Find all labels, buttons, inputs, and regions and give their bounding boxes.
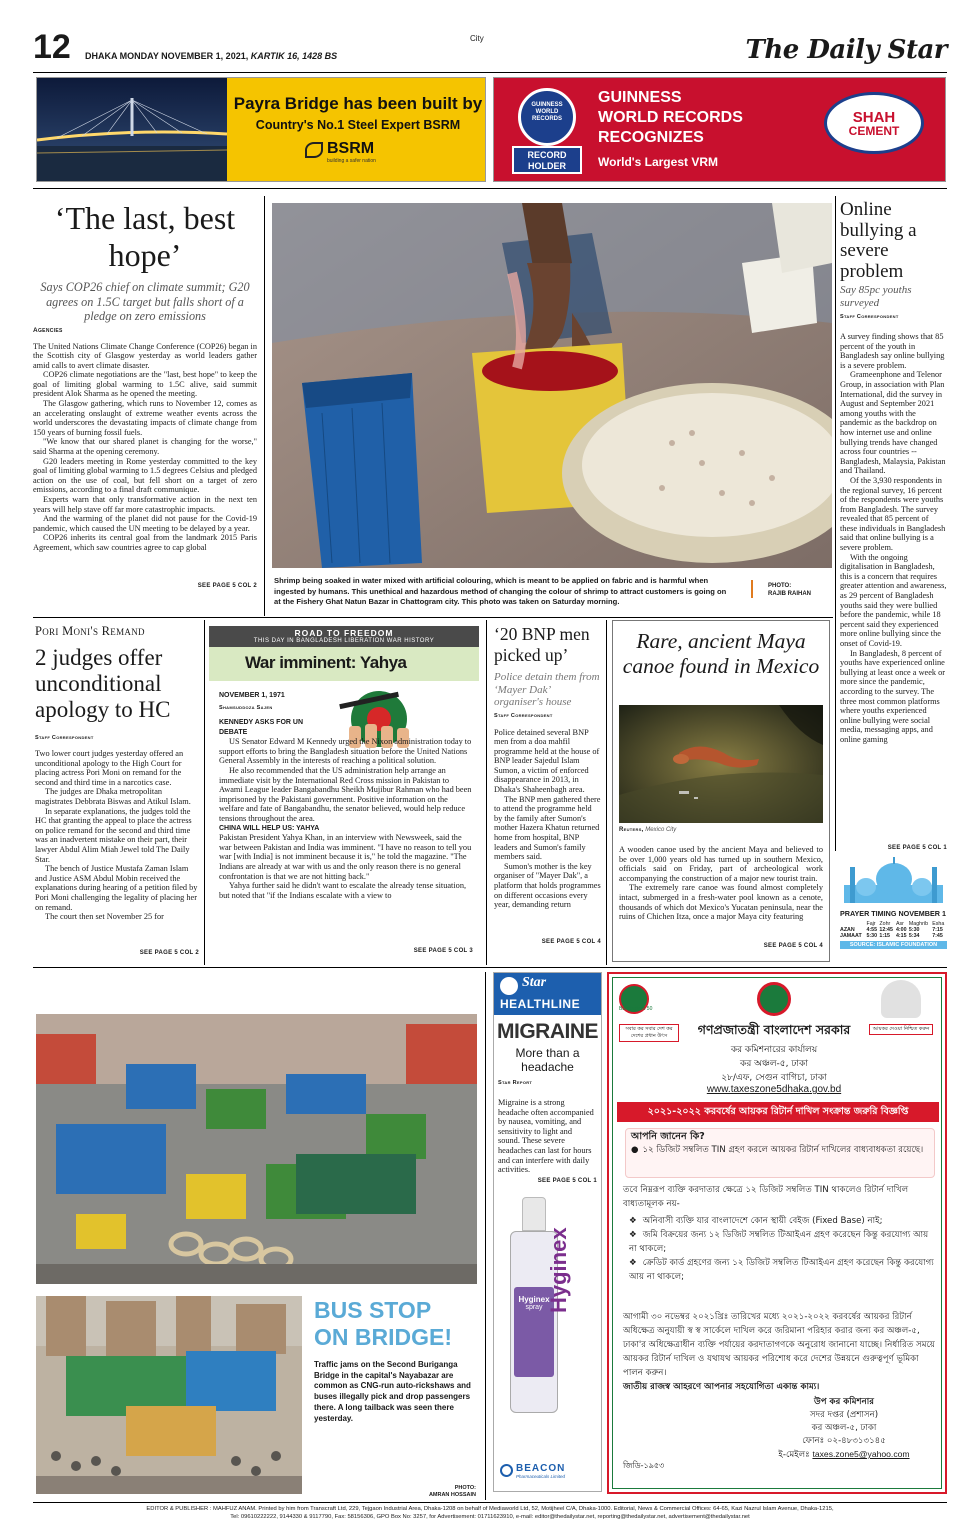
shah-line4: World's Largest VRM <box>598 155 718 169</box>
cop26-headline: ‘The last, best hope’ <box>54 200 236 273</box>
shrimp-caption: Shrimp being soaked in water mixed with artificial colouring, which is meant to be applied on fabric and is harmful when ingested by humans. This unethical and hazardous method of changing the colour of shrimp to attract customers is going on at the Fishery Ghat Natun Bazar in Chattogram city. This photo was taken on Saturday morning. <box>274 576 727 606</box>
bsrm-logo-icon <box>305 142 323 158</box>
prayer-cell: JAMAAT <box>840 933 862 939</box>
healthline-label: HEALTHLINE <box>500 997 581 1011</box>
dateline <box>85 51 337 61</box>
prayer-cell: AZAN <box>840 927 855 933</box>
shah-brand2: CEMENT <box>848 124 900 138</box>
cop26-article <box>33 196 257 616</box>
healthline-continued[interactable]: SEE PAGE 5 COL 1 <box>537 1178 597 1184</box>
imprint-line2: Tel: 09610222222, 9144330 & 9117790, Fax: 58156306, GPO Box No: 3257, for Advertisement: 01711623910, e-mail: editor@thedailystar.net, reporting@thedailystar.net, advertisement@thedailystar.net <box>230 1514 750 1520</box>
cop26-paragraph: The Glasgow gathering, which runs to November 12, comes as an accelerating onslaught of extreme weather events across the world underscores the devastating impacts of climate change from 150 years of burning fossil fuels. <box>33 399 257 437</box>
prayer-title: PRAYER TIMING NOVEMBER 1 <box>840 909 946 918</box>
bnp-headline: ‘20 BNP men picked up’ <box>494 624 590 665</box>
pori-moni-byline: Staff Correspondent <box>35 735 94 741</box>
rtf-body <box>219 718 473 946</box>
pori-moni-body <box>35 749 199 950</box>
prayer-source: SOURCE: ISLAMIC FOUNDATION <box>840 941 947 949</box>
notice-para2: আগামী ৩০ নভেম্বর ২০২১খ্রিঃ তারিখের মধ্যে ২০২১-২০২২ করবর্ষের আয়কর রিটার্ন অধিক্ষেত্র অনুযায়ী স্ব স্ব সার্কেলে দাখিল করে জরিমানা পরিহার করার জন্য কর অঞ্চল-৫, ঢাকা'র অধিক্ষেত্রাধীন ব্যক্তি পর্যায়ের করদাতাগণকে অনুরোধ জানানো যাচ্ছে। নির্ধারিত সময়ে আয়কর রিটার্ন দাখিল ও যথাযথ আয়কর পরিশোধ করে দেশের উন্নয়নে গুরুত্বপূর্ণ ভূমিকা পালন করুন। <box>623 1312 935 1378</box>
prayer-header-cell: Esha <box>932 921 945 927</box>
prayer-cell: 1:15 <box>879 933 890 939</box>
ads-rule <box>33 188 947 189</box>
bottle-cap <box>522 1197 546 1231</box>
pori-moni-paragraph: The judges are Dhaka metropolitan magistrates Debbrata Biswas and Atikul Islam. <box>35 787 191 806</box>
pori-moni-continued[interactable]: SEE PAGE 5 COL 2 <box>139 950 199 956</box>
bsrm-brand-tag: building a safer nation <box>327 158 376 164</box>
bsrm-headline: Payra Bridge has been built by <box>233 94 483 113</box>
bullying-paragraph: In Bangladesh, 8 percent of youths have experienced online bullying at least once a week or more since the pandemic, according to the survey. The three most common platforms where youths experienced online bullying were social media, messaging apps, and online gaming <box>840 648 946 744</box>
rtf-byline: Shamsuddoza Sajen <box>219 705 273 711</box>
notice-list-item <box>629 1214 935 1228</box>
shah-line3: RECOGNIZES <box>598 129 704 146</box>
prayer-cell: 12:45 <box>879 927 893 933</box>
shah-line1: GUINNESS <box>598 89 682 106</box>
maya-paragraph: The extremely rare canoe was found almost completely intact, submerged in a fresh-water pool known as a cenote, thousands of which dot Mexico's Yucatan peninsula, near the ruins of Chichen Itza, once a major Maya city featuring <box>619 883 823 922</box>
maya-body <box>619 845 823 943</box>
rtf-banner-sub: THIS DAY IN BANGLADESH LIBERATION WAR HISTORY <box>253 638 435 644</box>
healthline-byline: Star Report <box>498 1080 533 1086</box>
prayer-cell: 4:15 <box>895 933 907 939</box>
imprint-footer <box>33 1505 947 1521</box>
beacon-icon <box>500 1464 513 1477</box>
notice-sign2: সদর দপ্তর (প্রশাসন) <box>809 1410 879 1420</box>
bd50-label: Bangladesh 50 <box>619 1006 653 1012</box>
bullying-paragraph: Grameenphone and Telenor Group, in association with Plan International, did the survey in August and September 2021 among youths with the pandemic as the backdrop on how internet use and online bullying trends have changed across four countries -- Bangladesh, Malaysia, Pakistan and Thailand. <box>840 370 946 476</box>
bnp-continued[interactable]: SEE PAGE 5 COL 4 <box>541 938 601 945</box>
col-rule <box>264 196 265 616</box>
notice-list-text: ক্রেডিট কার্ড গ্রহণের জন্য ১২ ডিজিট সম্বলিত টিআইএন গ্রহণ করেছেন কিন্তু করযোগ্য আয় না থাকলে; <box>629 1258 934 1282</box>
shrimp-credit-label: PHOTO: <box>768 583 792 589</box>
notice-item1-text: ১২ ডিজিট সম্বলিত TIN গ্রহণ করলে আয়কর রিটার্ন দাখিলের বাধ্যবাধকতা রয়েছে। <box>642 1145 924 1155</box>
notice-zone: কর অঞ্চল-৫, ঢাকা <box>740 1059 808 1069</box>
bottle-brand: Hyginex <box>518 1295 550 1304</box>
maya-headline: Rare, ancient Maya canoe found in Mexico <box>622 629 820 678</box>
rtf-date: NOVEMBER 1, 1971 <box>219 692 285 699</box>
notice-sign1: উপ কর কমিশনার <box>814 1397 874 1407</box>
notice-phone: ফোনঃ ০২-৪৮৩১৩১৪৫ <box>802 1436 886 1446</box>
rtf-headline-bar <box>209 647 479 681</box>
shah-logo <box>824 92 924 154</box>
notice-para1: তবে নিম্নরূপ ব্যক্তি করদাতার ক্ষেত্রে ১২ ডিজিট সম্বলিত TIN থাকলেও রিটার্ন দাখিল বাধ্যতামূলক নয়- <box>623 1185 909 1209</box>
page-number: 12 <box>33 28 71 66</box>
notice-list-text: জমি বিক্রয়ের জন্য ১২ ডিজিট সম্বলিত টিআইএন গ্রহণ করেছেন কিন্তু করযোগ্য আয় না থাকলে; <box>629 1230 929 1254</box>
maya-paragraph: A wooden canoe used by the ancient Maya and believed to be over 1,000 years old has turned up in southern Mexico, officials said on Friday, part of archeological work accompanying the construction of a major new tourist train. <box>619 845 823 883</box>
notice-email[interactable]: taxes.zone5@yahoo.com <box>812 1449 910 1459</box>
bsrm-panel <box>227 78 486 182</box>
shrimp-photo <box>272 203 832 568</box>
bullying-deck: Say 85pc youths surveyed <box>840 284 912 309</box>
bullet-icon: ● <box>631 1145 639 1155</box>
bnp-paragraph: The BNP men gathered there to attend the programme held by the family after Sumon's mother Hazera Khatun returned home from hospital, BNP leaders and Sumon's family members said. <box>494 794 601 862</box>
beacon-sub: Pharmaceuticals Limited <box>516 1474 566 1479</box>
healthline-box <box>493 972 602 1492</box>
bnp-paragraph: Sumon's mother is the key organiser of "Mayer Dak", a platform that holds programmes on different occasions every year, demanding return <box>494 861 601 910</box>
diamond-icon: ❖ <box>629 1258 637 1268</box>
col-rule <box>606 620 607 965</box>
bridge-photo <box>36 1296 302 1494</box>
shah-line2: WORLD RECORDS <box>598 109 743 126</box>
bus-stop-headline <box>314 1297 476 1351</box>
bullying-paragraph: Of the 3,930 respondents in the regional survey, 16 percent of the respondents were youths from Bangladesh. The survey revealed that 85 percent of these individuals in Bangladesh said that online bullying is a severe problem. <box>840 475 946 553</box>
prayer-cell: 7:15 <box>932 927 943 933</box>
col-rule <box>485 972 486 1500</box>
bd50-badge <box>619 984 679 1020</box>
beacon-logo <box>500 1463 596 1479</box>
shah-text <box>598 88 798 172</box>
cop26-deck: Says COP26 chief on climate summit; G20 agrees on 1.5C target but falls short of a pledge on zero emissions <box>40 280 250 323</box>
notice-email-line <box>759 1448 929 1462</box>
prayer-cell: 5:34 <box>908 933 920 939</box>
col-rule <box>835 196 836 851</box>
rtf-paragraph: Yahya further said he didn't want to escalate the already tense situation, but noted that "if the Indians escalate with a view to <box>219 881 467 900</box>
rtf-banner-title: ROAD TO FREEDOM <box>294 628 394 638</box>
masthead <box>33 30 947 72</box>
bottle-sub: spray <box>525 1304 543 1311</box>
cop26-paragraph: G20 leaders meeting in Rome yesterday committed to the key goal of limiting global warming to 1.5 degrees Celsius and pledged action on the use of coal, but fell short on a target of zero emissions, according to a final draft communique. <box>33 456 257 495</box>
section-label: City <box>470 34 484 43</box>
govt-tax-notice <box>607 972 947 1494</box>
cop26-body <box>33 342 257 582</box>
notice-question-head: আপনি জানেন কি? <box>631 1131 705 1142</box>
dateline-bs: KARTIK 16, 1428 BS <box>250 51 338 61</box>
bullying-paragraph: With the ongoing digitalisation in Bangladesh, this is a concern that requires greater attention and awareness, as 29 percent of Bangladesh youths said they were bullied before the pandemic, while 18 percent said they experienced more online bullying since the onset of Covid-19. <box>840 552 947 648</box>
bullying-paragraph: A survey finding shows that 85 percent of the youth in Bangladesh say online bullying is a severe problem. <box>840 332 945 370</box>
bnp-paragraph: Police detained several BNP men from a doa mahfil programme held at the house of BNP leader Sajedul Islam Sumon, a victim of enforced disappearance in 2013, in Dhaka's Shaheenbagh area. <box>494 727 600 795</box>
diamond-icon: ❖ <box>629 1230 637 1240</box>
bus-stop-caption: Traffic jams on the Second Buriganga Bridge in the capital's Nayabazar are common as CNG-run auto-rickshaws and buses illegally pick and drop passengers there. A long tailback was seen there yesterday. <box>314 1360 471 1423</box>
bnp-deck: Police detain them from ‘Mayer Dak’ organiser's house <box>494 671 600 708</box>
bus-stop-credit-name: AMRAN HOSSAIN <box>428 1491 476 1498</box>
pori-moni-paragraph: In separate explanations, the judges told the HC that granting the appeal to place the actress on police remand for the second and third time was an inadvertent mistake on their part, their lawyer Abdul Alim Miah Jewel told The Daily Star. <box>35 806 192 864</box>
notice-signature <box>759 1396 929 1462</box>
bullying-article <box>840 200 947 850</box>
notice-item1 <box>631 1144 929 1157</box>
notice-slogan-right: আয়কর দেওয়া নিশ্চিত করুন <box>869 1024 933 1035</box>
prayer-cell: 4:00 <box>895 927 907 933</box>
maya-photo <box>619 705 823 823</box>
pori-moni-paragraph: Two lower court judges yesterday offered an unconditional apology to the High Court for placing actress Pori Moni on remand for the second and third time in a narcotics case. <box>35 749 184 787</box>
shrimp-credit-name: RAJIB RAIHAN <box>768 591 812 597</box>
prayer-cell: 5:30 <box>908 927 920 933</box>
healthline-brand: Star <box>522 975 547 990</box>
bridge-photo <box>37 78 227 182</box>
col-rule <box>486 620 487 965</box>
bullying-body <box>840 332 947 845</box>
diamond-icon: ❖ <box>629 1216 637 1226</box>
cop26-paragraph: Experts warn that only transformative action in the next ten years will help stave off far more catastrophic impacts. <box>33 495 257 514</box>
notice-para3: জাতীয় রাজস্ব আহরণে আপনার সহযোগিতা একান্ত কাম্য। <box>623 1382 820 1392</box>
caption-marker <box>751 580 753 598</box>
bus-stop-headline-line1: BUS STOP <box>314 1297 432 1323</box>
notice-list-item <box>629 1256 935 1284</box>
prayer-header-cell: Asr <box>895 921 904 927</box>
pori-moni-headline: 2 judges offer unconditional apology to HC <box>35 645 171 722</box>
rtf-banner <box>209 626 479 647</box>
notice-list <box>629 1214 935 1284</box>
mosque-icon <box>840 855 947 903</box>
guinness-badge-bottom: RECORD HOLDER <box>512 146 582 174</box>
bsrm-tagline: Country's No.1 Steel Expert BSRM <box>255 118 461 132</box>
row-rule <box>33 617 833 618</box>
pori-moni-kicker: Pori Moni's Remand <box>35 624 145 638</box>
prayer-timing <box>840 855 947 960</box>
bullying-byline: Staff Correspondent <box>840 314 899 320</box>
paper-name: The Daily Star <box>745 35 947 65</box>
healthline-body: Migraine is a strong headache often accompanied by nausea, vomiting, and sensitivity to light and sound. These severe headaches can last for hours and can interfere with daily activities. <box>498 1098 594 1175</box>
notice-slogan-left: সবার কর সবার দেশ কর দেশের প্রধান উৎস <box>619 1024 679 1042</box>
bsrm-ad[interactable] <box>36 77 486 182</box>
prayer-row <box>840 933 947 939</box>
rtf-sub1: KENNEDY ASKS FOR UN DEBATE <box>219 719 304 736</box>
cop26-byline: Agencies <box>33 326 63 334</box>
shrimp-photo-image <box>272 203 832 568</box>
bus-stop-headline-line2: ON BRIDGE! <box>314 1324 452 1350</box>
guinness-badge-top: GUINNESS WORLD RECORDS <box>531 102 563 122</box>
row-rule <box>33 967 947 968</box>
prayer-header-cell: Maghrib <box>908 921 929 927</box>
cop26-continued[interactable]: SEE PAGE 5 COL 2 <box>197 582 257 589</box>
bsrm-brand: BSRM <box>327 140 375 157</box>
notice-list-item <box>629 1228 935 1256</box>
prayer-header-cell: Zohr <box>879 921 891 927</box>
notice-title: গণপ্রজাতন্ত্রী বাংলাদেশ সরকার <box>697 1022 851 1037</box>
cop26-paragraph: The United Nations Climate Change Conference (COP26) began in the Scottish city of Glasgow yesterday as world leaders gather amid calls to avert climate disaster. <box>33 341 257 370</box>
notice-list-text: অনিবাসী ব্যক্তি যার বাংলাদেশে কোন স্থায়ী বেইজ (Fixed Base) নাই; <box>642 1216 883 1226</box>
col-rule <box>204 620 205 965</box>
notice-ref: জিডি-১৯৫৩ <box>623 1461 665 1470</box>
notice-office: কর কমিশনারের কার্যালয় <box>730 1045 818 1055</box>
bullying-headline: Online bullying a severe problem <box>840 199 917 282</box>
portrait-icon <box>881 980 921 1018</box>
maya-credit-agency: Reuters, <box>619 827 644 833</box>
rtf-headline: War imminent: Yahya <box>245 653 407 672</box>
shah-cement-ad[interactable] <box>493 77 946 182</box>
rtf-paragraph: US Senator Edward M Kennedy urged the Nixon administration today to support efforts to bring the Bangladesh situation before the United Nations General Assembly in the interests of reaching a political solution. <box>219 737 472 766</box>
rtf-paragraph: He also recommended that the US administration help arrange an immediate visit by the International Red Cross mission in Pakistan to Awami League leader Bangabandhu Sheikh Mujibur Rahman who had been imprisoned by the Pakistani government. Positive information on the welfare and fate of Bangabandhu, the senator believed, would help reduce tensions throughout the area. <box>219 765 472 823</box>
maya-photo-credit <box>619 827 823 833</box>
prayer-table <box>840 921 947 939</box>
hyginex-vertical-brand: Hyginex <box>546 1227 571 1313</box>
cop26-paragraph: COP26 inherits its central goal from the landmark 2015 Paris Agreement, which saw countries agree to cap global <box>33 533 257 552</box>
pori-moni-article <box>35 624 199 962</box>
bus-stop-credit <box>410 1485 476 1499</box>
govt-emblem-icon <box>757 982 791 1016</box>
cop26-paragraph: COP26 climate negotiations are the "last, best hope" to keep the goal of limiting global warming to 1.5C alive, said summit president Alok Sharma as he opened the meeting. <box>33 370 257 399</box>
maya-continued[interactable]: SEE PAGE 5 COL 4 <box>763 943 823 949</box>
notice-address: ২৮/এফ, সেগুন বাগিচা, ঢাকা <box>721 1073 827 1083</box>
pori-moni-paragraph: The bench of Justice Mustafa Zaman Islam and Justice ASM Abdul Mobin received the explanations during hearing of a petition filed by Pori Moni challenging the legality of placing her on remand. <box>35 864 198 912</box>
imprint-line1: EDITOR & PUBLISHER : MAHFUZ ANAM. Printed by him from Transcraft Ltd, 229, Tejgaon Industrial Area, Dhaka-1208 on behalf of Mediaworld Ltd, 52, Motijheel C/A, Dhaka-1000. Editorial, News & Commercial Offices: 64-65, Kazi Nazrul Islam Avenue, Dhaka-1215, <box>146 1506 834 1512</box>
dateline-main: DHAKA MONDAY NOVEMBER 1, 2021, <box>85 51 249 61</box>
maya-article <box>612 620 830 962</box>
healthline-title: MIGRAINE <box>497 1020 598 1043</box>
cop26-paragraph: "We know that our shared planet is changing for the worse," said Sharma at the opening ceremony. <box>33 437 257 457</box>
traffic-photo-image <box>36 1014 477 1284</box>
footer-rule <box>33 1502 947 1503</box>
pori-moni-paragraph: The court then set November 25 for <box>45 912 164 922</box>
road-to-freedom-article <box>209 626 479 956</box>
notice-email-label: ই-মেইলঃ <box>778 1450 810 1460</box>
bnp-byline: Staff Correspondent <box>494 712 553 719</box>
rtf-paragraph: Pakistan President Yahya Khan, in an interview with Newsweek, said the war between Pakistan and India was imminent. "I have no reason to tell you war [with India] is not imminent because it is," he told the magazine. "The Indians are already at war with us and the only reason there is no general confrontation is that we are not hitting back." <box>219 833 472 881</box>
shrimp-photo-credit <box>768 582 811 598</box>
healthline-deck: More than a headache <box>515 1046 580 1074</box>
bridge-photo-image <box>36 1296 302 1494</box>
notice-sign3: কর অঞ্চল-৫, ঢাকা <box>811 1423 877 1433</box>
rtf-sub2: CHINA WILL HELP US: YAHYA <box>219 824 320 832</box>
bnp-body <box>494 728 601 939</box>
bullying-continued[interactable]: SEE PAGE 5 COL 1 <box>887 845 947 851</box>
beacon-brand: BEACON <box>516 1463 566 1474</box>
masthead-rule <box>33 72 947 73</box>
rtf-continued[interactable]: SEE PAGE 5 COL 3 <box>413 948 473 954</box>
maya-credit-place: Mexico City <box>645 827 677 833</box>
prayer-header-cell: Fajr <box>866 921 876 927</box>
healthline-header <box>494 973 601 1015</box>
cop26-paragraph: And the warming of the planet did not pause for the Covid-19 pandemic, which caused the UN meeting to be delayed by a year. <box>33 514 257 533</box>
prayer-cell: 5:30 <box>866 933 878 939</box>
bnp-article <box>494 624 601 962</box>
traffic-photo <box>36 1014 477 1284</box>
shah-brand1: SHAH <box>852 109 896 126</box>
star-logo-icon <box>500 977 518 995</box>
guinness-badge <box>512 88 582 174</box>
notice-website[interactable]: www.taxeszone5dhaka.gov.bd <box>706 1084 842 1095</box>
prayer-cell: 7:45 <box>932 933 943 939</box>
notice-banner: ২০২১-২০২২ করবর্ষের আয়কর রিটার্ন দাখিল সংক্রান্ত জরুরি বিজ্ঞপ্তি <box>617 1102 939 1122</box>
prayer-cell: 4:55 <box>866 927 878 933</box>
bus-stop-credit-label: PHOTO: <box>454 1485 476 1491</box>
